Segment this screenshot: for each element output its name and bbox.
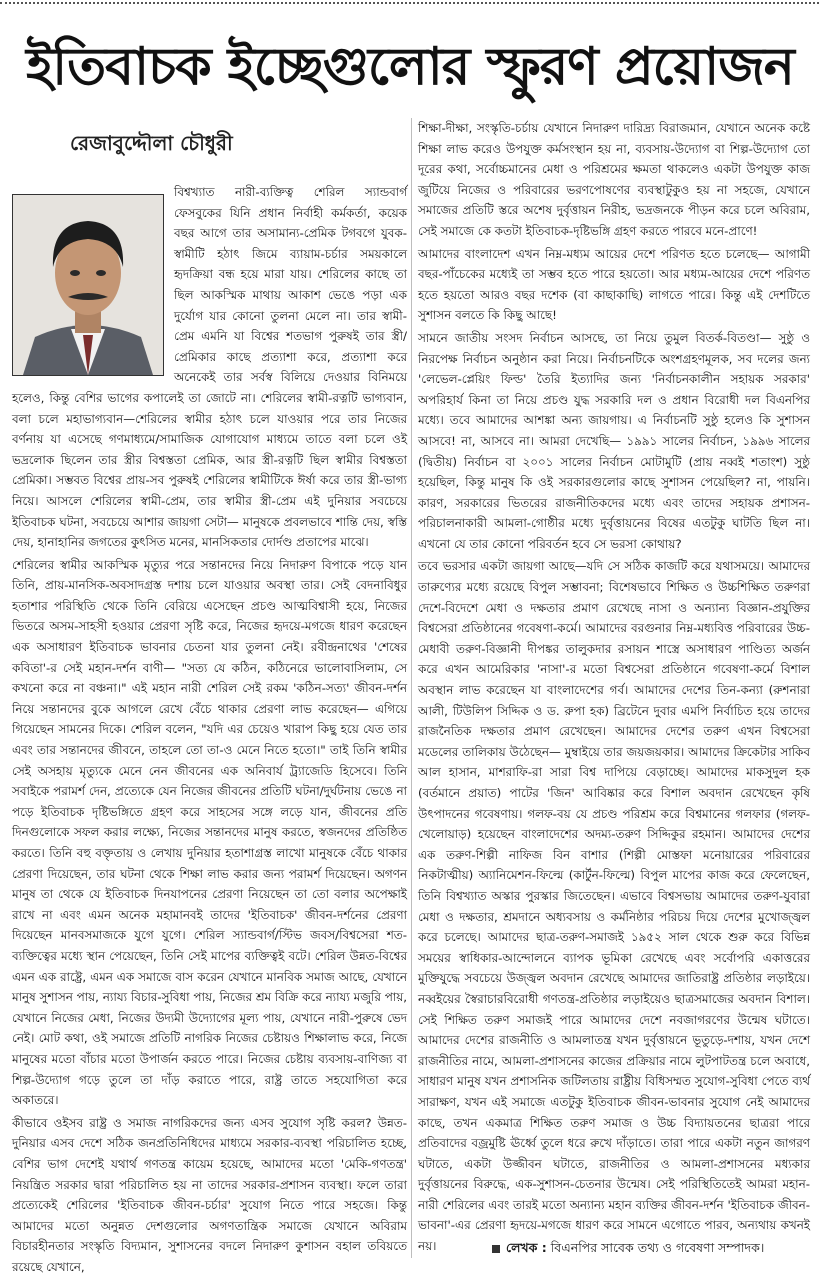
- left-column: [12, 182, 407, 1274]
- column-divider: [411, 118, 412, 1258]
- author-note: [492, 1238, 812, 1258]
- left-paragraph-2: শেরিলের স্বামীর আকস্মিক মৃত্যুর পরে সন্তানদের নিয়ে নিদারুণ বিপাকে পড়ে যান তিনি, প্রায়-মানসিক-অবসাদগ্রস্ত দশায় চলে যাওয়ার অবস্থা তার। সেই বেদনাবিধুর হতাশার পরিস্থিতি থেকে তিনি বেরিয়ে এসেছেন প্রচণ্ড আত্মবিশ্বাসী হয়ে, নিজের ভিতরে অসম-সাহসী হওয়ার প্রেরণা সৃষ্টি করে, নিজের হৃদয়ে-মগজে ধারণ করেছেন এক অসাধারণ ইতিবাচক ভাবনার চেতনা যার তুলনা নেই। রবীন্দ্রনাথের 'শেষের কবিতা'-র সেই মহান-দর্শন বাণী— "সত্য যে কঠিন, কঠিনেরে ভালোবাসিলাম, সে কখনো করে না বঞ্চনা।" এই মহান নারী শেরিল সেই রকম 'কঠিন-সত্য' জীবন-দর্শন নিয়ে সন্তানদের বুকে আগলে রেখে বেঁচে থাকার প্রেরণা লাভ করেছেন— এগিয়ে গিয়েছেন সামনের দিকে। শেরিল বলেন, "যদি এর চেয়েও খারাপ কিছু হয়ে যেত তার এবং তার সন্তানদের জীবনে, তাহলে তো তা-ও মেনে নিতে হতো।" তাই তিনি স্বামীর সেই অসহায় মৃত্যুকে মেনে নেন জীবনের এক অনিবার্য ট্র্যাজেডি হিসেবে। তিনি সবাইকে পরামর্শ দেন, প্রত্যেকে যেন নিজের জীবনের প্রতিটি ঘটনা/দুর্ঘটনায় ভেঙে না পড়ে ইতিবাচক দৃষ্টিভঙ্গিতে গ্রহণ করে সাহসের সঙ্গে লড়ে যান, জীবনের প্রতি দিনগুলোকে সফল করার লক্ষ্যে, নিজের সন্তানদের মানুষ করতে, স্বজনদের প্রতিষ্ঠিত করতে। তিনি বহু বক্তৃতায় ও লেখায় দুনিয়ার হতাশাগ্রস্ত লাখো মানুষকে বেঁচে থাকার প্রেরণা দিয়েছেন, তার ঘটনা থেকে শিক্ষা লাভ করার জন্য পরামর্শ দিয়েছেন। অগণন মানুষ তা থেকে যে ইতিবাচক দিনযাপনের প্রেরণা নিয়েছেন তা তো বলার অপেক্ষাই রাখে না এবং এমন অনেক মহামানবই তাদের 'ইতিবাচক' জীবন-দর্শনের প্রেরণা দিয়েছেন মানবসমাজকে যুগে যুগে। শেরিল স্যান্ডবার্গ/স্টিভ জবস/বিশ্বসেরা শত-ব্যক্তিত্বের মধ্যে স্থান পেয়েছেন, তিনি সেই মাপের ব্যক্তিত্বই বটে। শেরিল উন্নত-বিশ্বের এমন এক রাষ্ট্রে, এমন এক সমাজে বাস করেন যেখানে মানবিক সমাজ আছে, যেখানে মানুষ সুশাসন পায়, ন্যায্য বিচার-সুবিধা পায়, নিজের শ্রম বিক্রি করে ন্যায্য মজুরি পায়, যেখানে নিজের মেধা, নিজের উদ্যমী উদ্যোগের মূল্য পায়, যেখানে নারী-পুরুষে ভেদ নেই। মোট কথা, ওই সমাজে প্রতিটি নাগরিক নিজের চেষ্টায়ও শিক্ষালাভ করে, নিজে মানুষের মতো বাঁচার মতো উপার্জন করতে পারে। নিজের চেষ্টায় ব্যবসায়-বাণিজ্য বা শিল্প-উদ্যোগ গড়ে তুলে তা দাঁড় করাতে পারে, রাষ্ট্র তাতে সহযোগিতা করে অকাতরে।: [12, 557, 407, 1108]
- author-portrait: [12, 194, 164, 376]
- author-label: লেখক :: [506, 1240, 547, 1255]
- top-dotted-rule: [0, 2, 819, 4]
- left-paragraph-1: বিশ্বখ্যাত নারী-ব্যক্তিত্ব শেরিল স্যান্ডবার্গ ফেসবুকের যিনি প্রধান নির্বাহী কর্মকর্তা, কয়েক বছর আগে তার অসামান্য-প্রেমিক টগবগে যুবক-স্বামীটি হঠাৎ জিমে ব্যায়াম-চর্চার সময়কালে হৃদক্রিয়া বন্ধ হয়ে মারা যায়। শেরিলের কাছে তা ছিল আকস্মিক মাথায় আকাশ ভেঙে পড়া এক দুর্যোগ যার কোনো তুলনা মেলে না। তার স্বামী-প্রেম এমনি যা বিশ্বের শতভাগ পুরুষই তার স্ত্রী/প্রেমিকার কাছে প্রত্যাশা করে, প্রত্যাশা করে অনেকেই তার সর্বস্ব বিলিয়ে দেওয়ার বিনিময়ে হলেও, কিন্তু বেশির ভাগের কপালেই তা জোটে না। শেরিলের স্বামী-রত্নটি ভাগ্যবান, বলা চলে মহাভাগ্যবান—শেরিলের স্বামীর হঠাৎ চলে যাওয়ার পরে তার নিজের বর্ণনায় যা এসেছে গণমাধ্যমে/সামাজিক যোগাযোগ মাধ্যমে তাতে বলা চলে ওই ভদ্রলোক ছিলেন তার স্ত্রীর বিশ্বস্ততা প্রেমিক, আর স্ত্রী-রত্নটি ছিল স্বামীর বিশ্বস্ততা প্রেমিকা। সম্ভবত বিশ্বের প্রায়-সব পুরুষই শেরিলের স্বামীটিকে ঈর্ষা করে তার স্ত্রী-ভাগ্য নিয়ে। আসলে শেরিলের স্বামী-প্রেম, তার স্বামীর স্ত্রী-প্রেম এই দুনিয়ার সবচেয়ে ইতিবাচক ঘটনা, সবচেয়ে আশার জায়গা সেটা— মানুষকে প্রবলভাবে শান্তি দেয়, স্বস্তি দেয়, হানাহানির জগতের কুৎসিত মনের, মানসিকতার দোর্দণ্ড প্রতাপের মাঝে।: [12, 185, 407, 550]
- left-paragraph-3: কীভাবে ওইসব রাষ্ট্র ও সমাজ নাগরিকদের জন্য এসব সুযোগ সৃষ্টি করল? উন্নত-দুনিয়ার এসব দেশে সঠিক জনপ্রতিনিধিদের মাধ্যমে সরকার-ব্যবস্থা পরিচালিত হচ্ছে, বেশির ভাগ দেশেই যথার্থ গণতন্ত্র কায়েম হয়েছে, আমাদের মতো 'মেকি-গণতন্ত্র' নিয়ন্ত্রিত সরকার দ্বারা পরিচালিত হয় না তাদের সরকার-প্রশাসন ব্যবস্থা। ফলে তারা প্রত্যেকেই শেরিলের 'ইতিবাচক জীবন-চর্চার' সুযোগ নিতে পারে সহজে। কিন্তু আমাদের মতো অনুন্নত দেশগুলোর অগণতান্ত্রিক সমাজে যেখানে অবিরাম বিচারহীনতার সংস্কৃতি বিদ্যমান, সুশাসনের বদলে নিদারুণ কুশাসন বহাল তবিয়তে রয়েছে যেখানে,: [12, 1115, 407, 1274]
- byline: রেজাবুদ্দৌলা চৌধুরী: [70, 131, 233, 155]
- headline: ইতিবাচক ইচ্ছেগুলোর স্ফুরণ প্রয়োজন: [26, 37, 794, 97]
- author-description: বিএনপির সাবেক তথ্য ও গবেষণা সম্পাদক।: [550, 1240, 765, 1255]
- right-paragraph-2: আমাদের বাংলাদেশ এখন নিম্ন-মধ্যম আয়ের দেশে পরিণত হতে চলেছে— আগামী বছর-পাঁচেকের মধ্যেই তা সম্ভব হতে পারে হয়তো। আর মধ্যম-আয়ের দেশে পরিণত হতে হয়তো আরও বছর দশেক (বা কাছাকাছি) লাগতে পারে। কিন্তু এই দেশটিতে সুশাসন বলতে কি কিছু আছে!: [418, 246, 810, 323]
- right-paragraph-3: সামনে জাতীয় সংসদ নির্বাচন আসছে, তা নিয়ে তুমুল বিতর্ক-বিতণ্ডা— সুষ্ঠু ও নিরপেক্ষ নির্বাচন অনুষ্ঠান করা নিয়ে। নির্বাচনটিকে অংশগ্রহণমূলক, সব দলের জন্য 'লেভেল-প্লেয়িং ফিল্ড' তৈরি ইত্যাদির জন্য 'নির্বাচনকালীন সহায়ক সরকার' অপরিহার্য কিনা তা নিয়ে প্রচণ্ড যুদ্ধ সরকারি দল ও প্রধান বিরোধী দল বিএনপির মধ্যে। তবে আমাদের আশঙ্কা অন্য জায়গায়। এ নির্বাচনটি সুষ্ঠু হলেও কি সুশাসন আসবে! না, আসবে না। আমরা দেখেছি— ১৯৯১ সালের নির্বাচন, ১৯৯৬ সালের (দ্বিতীয়) নির্বাচন বা ২০০১ সালের নির্বাচন মোটামুটি (প্রায় নব্বই শতাংশ) সুষ্ঠু হয়েছিল, কিন্তু মানুষ কি ওই সরকারগুলোর কাছে সুশাসন পেয়েছিল? না, পায়নি। কারণ, সরকারের ভিতরের রাজনীতিকদের মধ্যে এবং তাদের সহায়ক প্রশাসন-পরিচালনাকারী আমলা-গোষ্ঠীর মধ্যে দুর্বৃত্তায়নের বিষের এতটুকু ঘাটতি ছিল না। এখনো যে তার কোনো পরিবর্তন হবে সে ভরসা কোথায়?: [418, 330, 810, 551]
- right-paragraph-1: শিক্ষা-দীক্ষা, সংস্কৃতি-চর্চায় যেখানে নিদারুণ দারিদ্র্য বিরাজমান, যেখানে অনেক কষ্টে শিক্ষা লাভ করেও উপযুক্ত কর্মসংস্থান হয় না, ব্যবসায়-উদ্যোগ বা শিল্প-উদ্যোগ তো দূরের কথা, সর্বোচ্চমানের মেধা ও পরিশ্রমের ক্ষমতা থাকলেও একটা উপযুক্ত কাজ জুটিয়ে নিজের ও পরিবারের ভরণপোষণের ব্যবস্থাটুকুও হয় না সহজে, যেখানে সমাজের প্রতিটি স্তরে অশেষ দুর্বৃত্তায়ন নিরীহ, ভদ্রজনকে পীড়ন করে চলে অবিরাম, সেই সমাজে কে কতটা ইতিবাচক-দৃষ্টিভঙ্গি গ্রহণ করতে পারবে মনে-প্রাণে!: [418, 121, 810, 238]
- right-paragraph-4: তবে ভরসার একটা জায়গা আছে—যদি সে সঠিক কাজটি করে যথাসময়ে। আমাদের তারুণ্যের মধ্যে রয়েছে বিপুল সম্ভাবনা; বিশেষভাবে শিক্ষিত ও উচ্চশিক্ষিত তরুণরা দেশে-বিদেশে মেধা ও দক্ষতার প্রমাণ রেখেছে নাসা ও অন্যান্য বিজ্ঞান-প্রযুক্তির বিশ্বসেরা প্রতিষ্ঠানের গবেষণা-কর্মে। আমাদের বরগুনার নিম্ন-মধ্যবিত্ত পরিবারের উচ্চ-মেধাবী তরুণ-বিজ্ঞানী দীপঙ্কর তালুকদার রসায়ন শাস্ত্রে অসাধারণ পাণ্ডিত্য অর্জন করে এখন আমেরিকার 'নাসা'-র মতো বিশ্বসেরা প্রতিষ্ঠানে গবেষণা-কর্মে বিশাল অবস্থান লাভ করেছেন যা বাংলাদেশের গর্ব। আমাদের দেশের তিন-কন্যা (রুশনারা আলী, টিউলিপ সিদ্দিক ও ড. রুপা হক) ব্রিটেনে দুবার এমপি নির্বাচিত হয়ে তাদের রাজনৈতিক দক্ষতার প্রমাণ রেখেছেন। আমাদের দেশের তরুণ এখন বিশ্বসেরা মডেলের তালিকায় উঠেছেন— মুম্বাইয়ে তার জয়জয়কার। আমাদের ক্রিকেটার সাকিব আল হাসান, মাশরাফি-রা সারা বিশ্ব দাপিয়ে বেড়াচ্ছে। আমাদের মাকসুদুল হক (বর্তমানে প্রয়াত) পাটের 'জিন' আবিষ্কার করে বিশাল অবদান রেখেছেন কৃষি উৎপাদনের গবেষণায়। গলফ-বয় যে প্রচণ্ড পরিশ্রম করে বিশ্বমানের গলফার (গলফ-খেলোয়াড়) হয়েছেন বাংলাদেশের অদম্য-তরুণ সিদ্দিকুর রহমান। আমাদের দেশের এক তরুণ-শিল্পী নাফিজ বিন বাশার (শিল্পী মোস্তফা মনোয়ারের পরিবারের নিকটাত্মীয়) অ্যানিমেশন-ফিল্মে (কার্টুন-ফিল্মে) বিপুল মাপের কাজ করে ফেলেছেন, তিনি বিশ্বখ্যাত অস্কার পুরস্কার জিতেছেন। এভাবে বিশ্বসভায় আমাদের তরুণ-যুবারা মেধা ও দক্ষতার, শ্রমদানে অধ্যবসায় ও কর্মনিষ্ঠার পরিচয় দিয়ে দেশের মুখোজ্জ্বল করে চলেছে। আমাদের ছাত্র-তরুণ-সমাজই ১৯৫২ সাল থেকে শুরু করে বিভিন্ন সময়ের স্বাধিকার-আন্দোলনে ব্যাপক ভূমিকা রেখেছে এবং সর্বোপরি একাত্তরের মুক্তিযুদ্ধে সবচেয়ে উজ্জ্বল অবদান রেখেছে আমাদের জাতিরাষ্ট্র প্রতিষ্ঠার লড়াইয়ে। নব্বইয়ের স্বৈরাচারবিরোধী গণতন্ত্র-প্রতিষ্ঠার লড়াইয়েও ছাত্রসমাজের অবদান বিশাল। সেই শিক্ষিত তরুণ সমাজই পারে আমাদের দেশে নবজাগরণের উন্মেষ ঘটাতে। আমাদের দেশের রাজনীতি ও আমলাতন্ত্র যখন দুর্বৃত্তায়নে ভূতুড়ে-দশায়, যখন দেশে রাজনীতির নামে, আমলা-প্রশাসনের কাজের প্রক্রিয়ার নামে লুটপাটতন্ত্র চলে অবাধে, সাধারণ মানুষ যখন প্রশাসনিক জটিলতায় রাষ্ট্রীয় বিধিসম্মত সুযোগ-সুবিধা পেতে ব্যর্থ সারাক্ষণ, যখন এই সমাজে এতটুকু ইতিবাচক জীবন-ভাবনার সুযোগ নেই আমাদের কাছে, তখন একমাত্র শিক্ষিত তরুণ সমাজ ও উচ্চ বিদ্যায়তনের ছাত্ররা পারে প্রতিবাদের বজ্রমুষ্টি ঊর্ধ্বে তুলে ধরে রুখে দাঁড়াতে। তারা পারে একটা নতুন জাগরণ ঘটাতে, একটা উজ্জীবন ঘটাতে, রাজনীতির ও আমলা-প্রশাসনের মধ্যকার দুর্বৃত্তায়নের বিরুদ্ধে, এক-সুশাসন-চেতনার উন্মেষ। সেই পরিস্থিতিতেই আমরা মহান-নারী শেরিলের এবং তারই মতো অন্যান্য মহান ব্যক্তির জীবন-দর্শন 'ইতিবাচক জীবন-ভাবনা'-এর প্রেরণা হৃদয়ে-মগজে ধারণ করে সামনে এগোতে পারব, অন্যথায় কখনই নয়।: [418, 559, 810, 1254]
- square-bullet-icon: [492, 1245, 500, 1253]
- author-portrait-icon: [13, 195, 163, 375]
